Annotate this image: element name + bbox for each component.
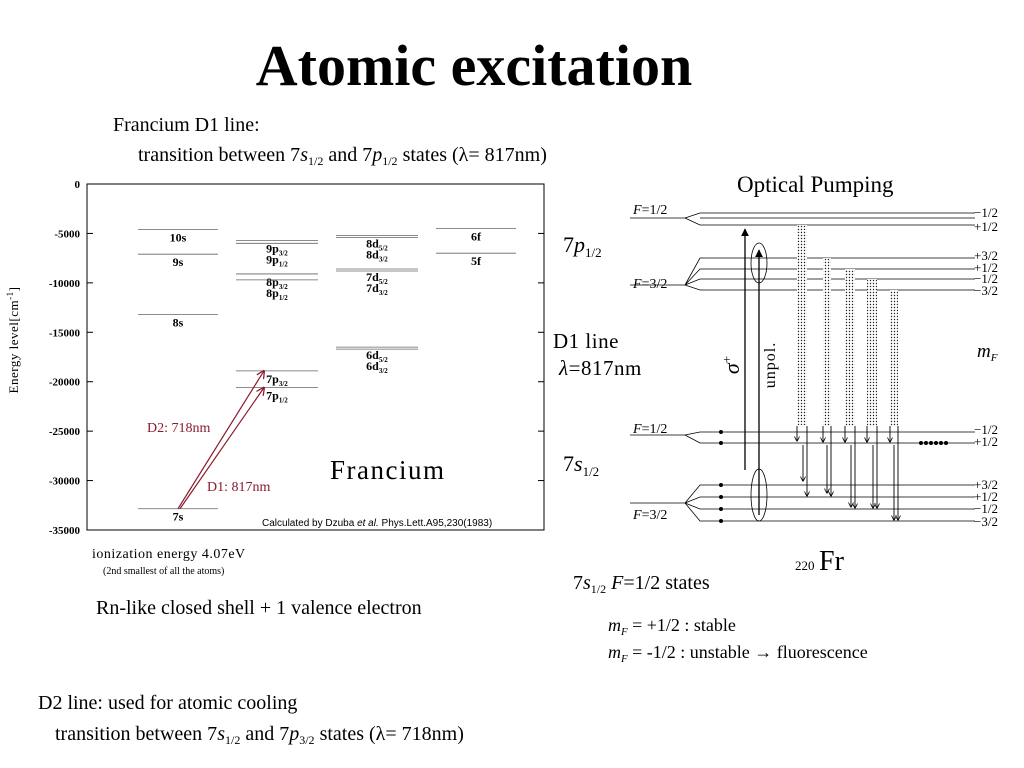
unpol-label: unpol.: [762, 341, 779, 389]
unstable-state-note: $m_F = -1/2$ : unstable → fluorescence: [608, 642, 868, 665]
d2-label: D2: 718nm: [147, 421, 211, 436]
d1-intro-transition: transition between $7s_{1/2}$ and $7p_{1/2}$ states (λ= 817nm): [138, 144, 547, 169]
energy-level-label: $9p_{3/2}$: [266, 241, 288, 258]
mf-label: +1/2: [974, 489, 998, 504]
mf-label: +3/2: [974, 477, 998, 492]
energy-level-label: $9p_{1/2}$: [266, 252, 288, 269]
states-heading: $7s_{1/2}$ F=1/2 states: [573, 572, 710, 597]
s-f-half-label: F=1/2: [633, 422, 668, 437]
energy-level-label: $8d_{3/2}$: [366, 247, 388, 264]
energy-level-label: $7p_{1/2}$: [266, 388, 288, 405]
ionization-note: (2nd smallest of all the atoms): [103, 566, 225, 577]
sigma-plus-label: σ+: [719, 355, 744, 375]
mf-label: −1/2: [974, 205, 998, 220]
energy-level-label: 8s: [172, 315, 184, 330]
optical-pumping-diagram: [545, 195, 1024, 585]
d2-note-heading: D2 line: used for atomic cooling: [38, 692, 298, 714]
energy-level-label: 9s: [172, 255, 184, 270]
y-tick-label: -20000: [48, 376, 80, 389]
stable-state-note: $m_F = +1/2$ : stable: [608, 615, 736, 638]
d1-intro-heading: Francium D1 line:: [113, 114, 260, 136]
y-tick-label: -35000: [48, 525, 80, 537]
optical-pumping-heading: Optical Pumping: [737, 172, 894, 197]
energy-level-label: 7s: [172, 509, 184, 524]
d1-label: D1: 817nm: [207, 480, 271, 495]
closed-shell-text: Rn-like closed shell + 1 valence electron: [96, 597, 422, 619]
mf-label: −1/2: [974, 422, 998, 437]
energy-level-label: 10s: [169, 230, 187, 245]
page-title: Atomic excitation: [255, 33, 693, 98]
energy-level-label: 6f: [471, 229, 481, 244]
state-7p-half: $7p_{1/2}$: [563, 232, 602, 260]
d2-note-transition: transition between $7s_{1/2}$ and $7p_{3/2}$ states (λ= 718nm): [55, 723, 464, 748]
state-7s-half: $7s_{1/2}$: [563, 451, 600, 479]
mf-label: −1/2: [974, 271, 998, 286]
energy-level-chart: [0, 170, 560, 590]
d1-line-label: D1 line: [553, 329, 619, 353]
y-tick-label: -25000: [48, 426, 80, 439]
energy-level-label: 5f: [471, 254, 481, 269]
mf-label: −3/2: [974, 514, 998, 529]
y-tick-label: -10000: [48, 277, 80, 290]
energy-level-label: $8p_{1/2}$: [266, 285, 288, 302]
y-tick-label: 0: [74, 179, 80, 191]
isotope-symbol: Fr: [819, 546, 844, 577]
ionization-energy: ionization energy 4.07eV: [92, 547, 246, 562]
energy-level-label: $6d_{5/2}$: [366, 348, 388, 365]
energy-level-label: $8p_{3/2}$: [266, 274, 288, 291]
decay-arrows: [797, 426, 898, 520]
citation: Calculated by Dzuba et al. Phys.Lett.A95,230(1983): [262, 518, 493, 529]
energy-level-label: $7d_{3/2}$: [366, 281, 388, 298]
mf-label: −1/2: [974, 501, 998, 516]
isotope-mass: 220: [795, 558, 815, 573]
y-tick-label: -15000: [48, 327, 80, 340]
p-f-three-label: F=3/2: [633, 277, 668, 292]
energy-level-label: $7d_{5/2}$: [366, 270, 388, 287]
mf-label: +3/2: [974, 248, 998, 263]
d1-lambda-label: λ=817nm: [559, 356, 642, 380]
p-f-half-label: F=1/2: [633, 203, 668, 218]
mf-axis-label: $m_F$: [977, 341, 998, 364]
s-f-three-label: F=3/2: [633, 508, 668, 523]
y-tick-label: -5000: [54, 228, 80, 241]
mf-label: +1/2: [974, 219, 998, 234]
energy-level-label: $6d_{3/2}$: [366, 359, 388, 376]
francium-label: Francium: [330, 455, 446, 485]
energy-level-label: $8d_{5/2}$: [366, 236, 388, 253]
fluorescence-columns: [797, 225, 898, 426]
s-half-levels: [630, 432, 975, 521]
mf-label: −3/2: [974, 283, 998, 298]
mf-labels: [974, 205, 998, 529]
y-axis-label: Energy $level[cm^{-1}]$: [5, 286, 21, 394]
energy-level-label: $7p_{3/2}$: [266, 371, 288, 388]
y-tick-label: -30000: [48, 475, 80, 488]
mf-label: +1/2: [974, 260, 998, 275]
mf-label: +1/2: [974, 434, 998, 449]
